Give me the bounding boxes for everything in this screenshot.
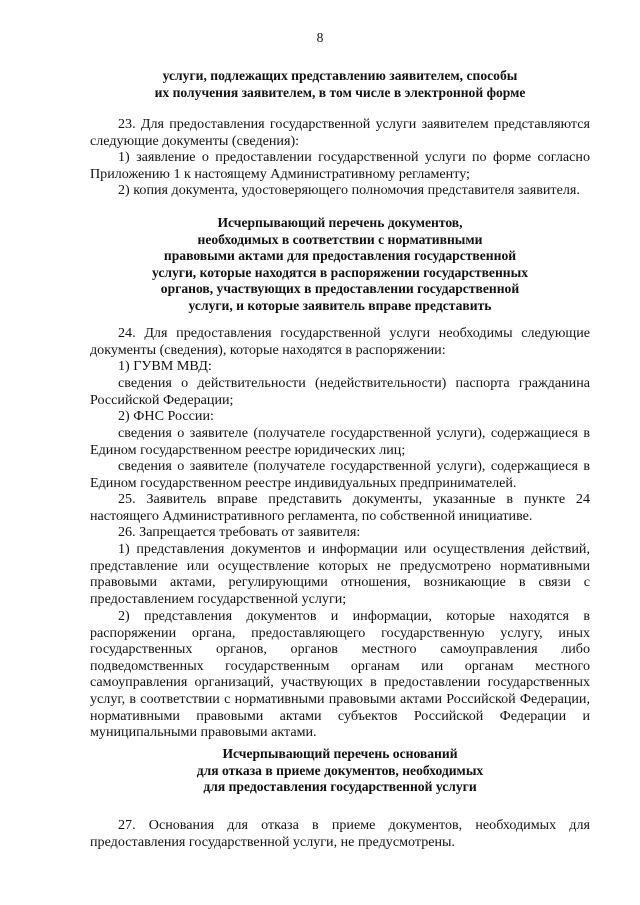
heading-line: услуги, и которые заявитель вправе представить — [188, 297, 492, 313]
paragraph-24-item-2a: сведения о заявителе (получателе государственной услуги), содержащиеся в Едином государственном реестре юридических лиц; — [90, 425, 590, 458]
section-heading-documents-list — [90, 215, 590, 315]
heading-line: Исчерпывающий перечень документов, — [217, 215, 463, 230]
paragraph-24-item-2b: сведения о заявителе (получателе государственной услуги), содержащиеся в Едином государственном реестре индивидуальных предпринимателей. — [90, 458, 590, 491]
heading-line: правовыми актами для предоставления государственной — [163, 248, 517, 264]
paragraph-23-item-2: 2) копия документа, удостоверяющего полномочия представителя заявителя. — [118, 182, 580, 198]
heading-line: необходимых в соответствии с нормативными — [197, 231, 483, 247]
page-number: 8 — [316, 30, 324, 45]
heading-line: Исчерпывающий перечень оснований — [222, 746, 458, 761]
paragraph-26-item-1: 1) представления документов и информации или осуществления действий, представление или осуществление которых не предусмотрено нормативными правовыми актами, регулирующими отношения, возникающие в связи с предоставлением государственной услуги; — [90, 541, 590, 607]
section-heading-documents-continued — [90, 68, 590, 101]
heading-line: для отказа в приеме документов, необходимых — [196, 762, 484, 778]
paragraph-24-item-2: 2) ФНС России: — [118, 408, 214, 424]
heading-line: услуги, подлежащих представлению заявителем, способы — [162, 68, 518, 83]
paragraph-25: 25. Заявитель вправе представить документы, указанные в пункте 24 настоящего Административного регламента, по собственной инициативе. — [90, 491, 590, 524]
heading-line: услуги, которые находятся в распоряжении государственных — [151, 264, 529, 280]
heading-line: их получения заявителем, в том числе в электронной форме — [154, 84, 526, 100]
section-heading-refusal-grounds — [90, 746, 590, 796]
heading-line: для предоставления государственной услуги — [203, 779, 477, 795]
paragraph-27: 27. Основания для отказа в приеме документов, необходимых для предоставления государственной услуги, не предусмотрены. — [90, 817, 590, 850]
paragraph-23-item-1: 1) заявление о предоставлении государственной услуги по форме согласно Приложению 1 к настоящему Административному регламенту; — [90, 149, 590, 182]
paragraph-26: 26. Запрещается требовать от заявителя: — [118, 524, 361, 540]
paragraph-26-item-2: 2) представления документов и информации, которые находятся в распоряжении органа, предоставляющего государственную услугу, иных государственных органов, органов местного самоуправления либо подведомственных государственным органам или органам местного самоуправления организаций, участвующих в предоставлении государственных услуг, в соответствии с нормативными правовыми актами Российской Федерации, нормативными правовыми актами субъектов Российской Федерации и муниципальными правовыми актами. — [90, 608, 590, 741]
paragraph-23: 23. Для предоставления государственной услуги заявителем представляются следующие документы (сведения): — [90, 116, 590, 149]
paragraph-24-item-1: 1) ГУВМ МВД: — [118, 358, 212, 374]
paragraph-24: 24. Для предоставления государственной услуги необходимы следующие документы (сведения), которые находятся в распоряжении: — [90, 325, 590, 358]
paragraph-24-item-1a: сведения о действительности (недействительности) паспорта гражданина Российской Федерации; — [90, 375, 590, 408]
heading-line: органов, участвующих в предоставлении государственной — [160, 281, 520, 297]
